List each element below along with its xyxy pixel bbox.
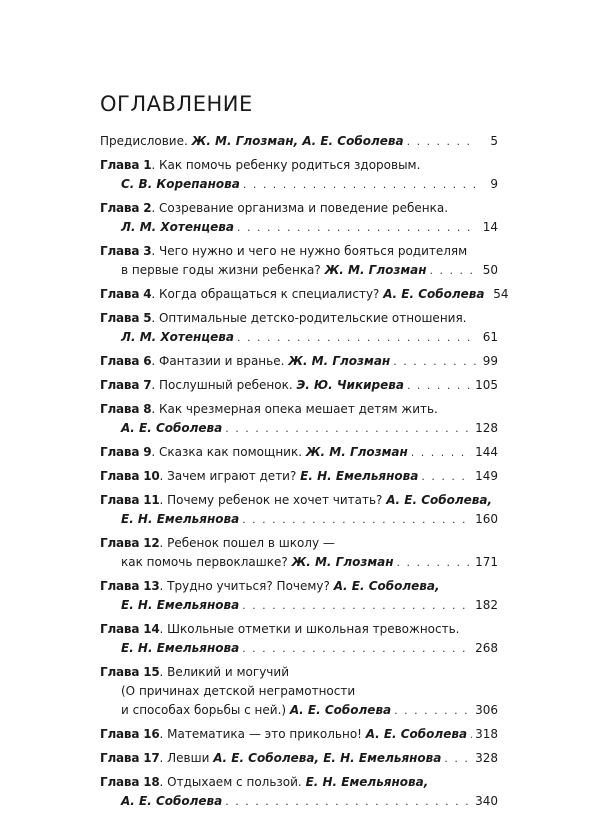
toc-entry[interactable] xyxy=(100,242,498,280)
toc-entry[interactable] xyxy=(100,749,498,768)
dot-leader xyxy=(407,376,472,395)
toc-entry-line xyxy=(100,132,498,151)
chapter-author: Л. М. Хотенцева xyxy=(121,220,234,234)
toc-entry[interactable] xyxy=(100,725,498,744)
dot-leader xyxy=(393,352,477,371)
chapter-author: Ж. М. Глозман xyxy=(324,263,427,277)
toc-entry-text xyxy=(100,158,420,172)
toc-heading: ОГЛАВЛЕНИЕ xyxy=(100,92,253,116)
page-number: 160 xyxy=(475,512,498,526)
dot-leader xyxy=(242,510,472,529)
toc-entry-text xyxy=(121,701,391,720)
chapter-title: в первые годы жизни ребенка? xyxy=(121,263,325,277)
chapter-author: А. Е. Соболева, Е. Н. Емельянова xyxy=(213,751,442,765)
chapter-author: Е. Н. Емельянова xyxy=(121,512,240,526)
page-number: 14 xyxy=(482,220,498,234)
page-number: 99 xyxy=(482,354,498,368)
chapter-number: Глава 16 xyxy=(100,727,160,741)
chapter-number: Глава 12 xyxy=(100,536,160,550)
toc-entry[interactable] xyxy=(100,620,498,658)
chapter-title: . Созревание организма и поведение ребенка. xyxy=(151,201,449,215)
toc-entry-text xyxy=(100,467,418,486)
toc-entry-text xyxy=(100,132,404,151)
toc-entry-line xyxy=(100,491,498,510)
dot-leader xyxy=(242,639,472,658)
toc-entry[interactable] xyxy=(100,443,498,462)
chapter-title: . Как чрезмерная опека мешает детям жить. xyxy=(151,402,438,416)
toc-entry[interactable] xyxy=(100,376,498,395)
chapter-title: . Когда обращаться к специалисту? xyxy=(151,287,384,301)
toc-entry-line xyxy=(100,596,498,615)
toc-entry-line xyxy=(100,156,498,175)
toc-entry-text xyxy=(121,419,222,438)
toc-entry-line xyxy=(100,620,498,639)
chapter-number: Глава 17 xyxy=(100,751,160,765)
toc-entry-text xyxy=(121,792,222,811)
toc-entry-text xyxy=(121,639,239,658)
toc-entry-text xyxy=(121,684,355,698)
dot-leader xyxy=(242,596,472,615)
page-number: 144 xyxy=(475,445,498,459)
chapter-author: А. Е. Соболева xyxy=(289,703,392,717)
toc-entry-text xyxy=(100,244,467,258)
chapter-title: . Сказка как помощник. xyxy=(151,445,306,459)
toc-entry-line xyxy=(100,443,498,462)
toc-entry-text xyxy=(100,311,467,325)
chapter-number: Глава 8 xyxy=(100,402,152,416)
toc-entry[interactable] xyxy=(100,577,498,615)
chapter-author: А. Е. Соболева, xyxy=(333,579,440,593)
toc-entry-text xyxy=(100,201,448,215)
chapter-title: . Великий и могучий xyxy=(159,665,289,679)
toc-entry-text xyxy=(100,443,408,462)
chapter-title: (О причинах детской неграмотности xyxy=(121,684,356,698)
chapter-title: . Оптимальные детско-родительские отношения. xyxy=(151,311,467,325)
toc-entry-line xyxy=(100,199,498,218)
toc-entry-line xyxy=(100,242,498,261)
page-number: 318 xyxy=(475,727,498,741)
toc-entry-line xyxy=(100,467,498,486)
page-number: 5 xyxy=(490,134,498,148)
chapter-number: Глава 4 xyxy=(100,287,152,301)
toc-entry-line xyxy=(100,510,498,529)
toc-entry-text xyxy=(121,218,234,237)
page-number: 105 xyxy=(475,378,498,392)
chapter-title: . Трудно учиться? Почему? xyxy=(159,579,334,593)
toc-entry-text xyxy=(100,665,289,679)
chapter-title: . Чего нужно и чего не нужно бояться родителям xyxy=(151,244,468,258)
chapter-author: Ж. М. Глозман xyxy=(305,445,408,459)
dot-leader xyxy=(237,218,477,237)
toc-entry-line xyxy=(100,749,498,768)
dot-leader xyxy=(407,132,477,151)
dot-leader xyxy=(225,792,472,811)
chapter-number: Глава 9 xyxy=(100,445,152,459)
chapter-title: . Ребенок пошел в школу — xyxy=(159,536,335,550)
toc-entry[interactable] xyxy=(100,352,498,371)
chapter-author: А. Е. Соболева xyxy=(121,794,223,808)
page-number: 50 xyxy=(482,263,498,277)
toc-entry-line xyxy=(100,175,498,194)
page-number: 306 xyxy=(475,703,498,717)
toc-entry[interactable] xyxy=(100,132,498,151)
page-number: 171 xyxy=(475,555,498,569)
chapter-number: Глава 6 xyxy=(100,354,152,368)
toc-entry-text xyxy=(100,352,390,371)
toc-entry-line xyxy=(100,553,498,572)
dot-leader xyxy=(225,419,472,438)
toc-entry-text xyxy=(121,328,234,347)
dot-leader xyxy=(397,553,473,572)
toc-entry-line xyxy=(100,352,498,371)
toc-entry-line xyxy=(100,773,498,792)
chapter-title: . Математика — это прикольно! xyxy=(159,727,366,741)
chapter-author: А. Е. Соболева, xyxy=(386,493,493,507)
toc-entry-text xyxy=(121,596,239,615)
chapter-title: Предисловие. xyxy=(100,134,192,148)
toc-entry-text xyxy=(100,493,492,507)
chapter-author: Е. Н. Емельянова xyxy=(121,641,240,655)
toc-entry-line xyxy=(100,309,498,328)
page-number: 128 xyxy=(475,421,498,435)
toc-entry-line xyxy=(100,577,498,596)
toc-entry-line xyxy=(100,218,498,237)
chapter-author: А. Е. Соболева xyxy=(383,287,485,301)
chapter-author: Е. Н. Емельянова xyxy=(300,469,419,483)
page-number: 9 xyxy=(490,177,498,191)
toc-entry-line xyxy=(100,400,498,419)
page-number: 149 xyxy=(475,469,498,483)
toc-entry-text xyxy=(121,261,427,280)
chapter-number: Глава 18 xyxy=(100,775,160,789)
toc-entry[interactable] xyxy=(100,491,498,529)
chapter-number: Глава 5 xyxy=(100,311,152,325)
toc-entry-text xyxy=(100,622,459,636)
toc-entry[interactable] xyxy=(100,534,498,572)
toc-entry-line xyxy=(100,663,498,682)
toc-entry-line xyxy=(100,534,498,553)
chapter-title: . Фантазии и вранье. xyxy=(151,354,289,368)
toc-entry[interactable] xyxy=(100,156,498,194)
chapter-author: Ж. М. Глозман, А. Е. Соболева xyxy=(191,134,404,148)
toc-entry-text xyxy=(121,553,394,572)
chapter-title: . Зачем играют дети? xyxy=(159,469,301,483)
chapter-title: . Как помочь ребенку родиться здоровым. xyxy=(151,158,421,172)
page-number: 268 xyxy=(475,641,498,655)
dot-leader xyxy=(430,261,477,280)
toc-entry-line xyxy=(100,639,498,658)
chapter-number: Глава 7 xyxy=(100,378,152,392)
chapter-number: Глава 1 xyxy=(100,158,152,172)
toc-entry-text xyxy=(100,749,441,768)
toc-entry-text xyxy=(100,285,484,304)
chapter-number: Глава 3 xyxy=(100,244,152,258)
chapter-author: Э. Ю. Чикирева xyxy=(296,378,404,392)
toc-entry[interactable] xyxy=(100,467,498,486)
toc-entry-text xyxy=(100,402,438,416)
toc-entry-line xyxy=(100,285,509,304)
toc-entry[interactable] xyxy=(100,400,498,438)
chapter-author: А. Е. Соболева xyxy=(121,421,223,435)
chapter-number: Глава 14 xyxy=(100,622,160,636)
page-number: 61 xyxy=(482,330,498,344)
chapter-number: Глава 2 xyxy=(100,201,152,215)
toc-entry-line xyxy=(100,792,498,811)
chapter-title: . Отдыхаем с пользой. xyxy=(159,775,306,789)
toc-entry-text xyxy=(121,510,239,529)
toc-entry-line xyxy=(100,701,498,720)
toc-entry[interactable] xyxy=(100,309,498,347)
toc-entry-text xyxy=(100,725,467,744)
table-of-contents xyxy=(100,132,509,816)
dot-leader xyxy=(394,701,472,720)
toc-entry-text xyxy=(100,775,428,789)
page-number: 340 xyxy=(475,794,498,808)
toc-entry-line xyxy=(100,261,498,280)
chapter-number: Глава 15 xyxy=(100,665,160,679)
chapter-number: Глава 11 xyxy=(100,493,160,507)
chapter-title: . Школьные отметки и школьная тревожность. xyxy=(159,622,460,636)
toc-entry[interactable] xyxy=(100,285,509,304)
page-number: 182 xyxy=(475,598,498,612)
chapter-author: А. Е. Соболева xyxy=(365,727,468,741)
chapter-author: Е. Н. Емельянова, xyxy=(305,775,429,789)
toc-entry-line xyxy=(100,682,498,701)
toc-entry-text xyxy=(100,579,440,593)
dot-leader xyxy=(411,443,472,462)
dot-leader xyxy=(470,725,472,744)
toc-entry-line xyxy=(100,376,498,395)
toc-entry[interactable] xyxy=(100,663,498,720)
chapter-author: Ж. М. Глозман xyxy=(291,555,394,569)
chapter-number: Глава 10 xyxy=(100,469,160,483)
dot-leader xyxy=(421,467,472,486)
dot-leader xyxy=(243,175,477,194)
page-number: 328 xyxy=(475,751,498,765)
chapter-title: . Почему ребенок не хочет читать? xyxy=(159,493,387,507)
toc-entry[interactable] xyxy=(100,773,498,811)
chapter-number: Глава 13 xyxy=(100,579,160,593)
page-number: 54 xyxy=(493,287,509,301)
chapter-author: Е. Н. Емельянова xyxy=(121,598,240,612)
chapter-title: как помочь первоклашке? xyxy=(121,555,292,569)
dot-leader xyxy=(444,749,472,768)
chapter-title: и способах борьбы с ней.) xyxy=(121,703,290,717)
toc-entry[interactable] xyxy=(100,199,498,237)
toc-entry-text xyxy=(100,536,335,550)
toc-entry-line xyxy=(100,419,498,438)
chapter-title: . Послушный ребенок. xyxy=(151,378,297,392)
chapter-author: С. В. Корепанова xyxy=(121,177,240,191)
dot-leader xyxy=(237,328,477,347)
toc-entry-line xyxy=(100,725,498,744)
toc-entry-line xyxy=(100,328,498,347)
toc-entry-text xyxy=(121,175,240,194)
chapter-author: Л. М. Хотенцева xyxy=(121,330,234,344)
chapter-author: Ж. М. Глозман xyxy=(288,354,391,368)
chapter-title: . Левши xyxy=(159,751,214,765)
toc-entry-text xyxy=(100,376,404,395)
